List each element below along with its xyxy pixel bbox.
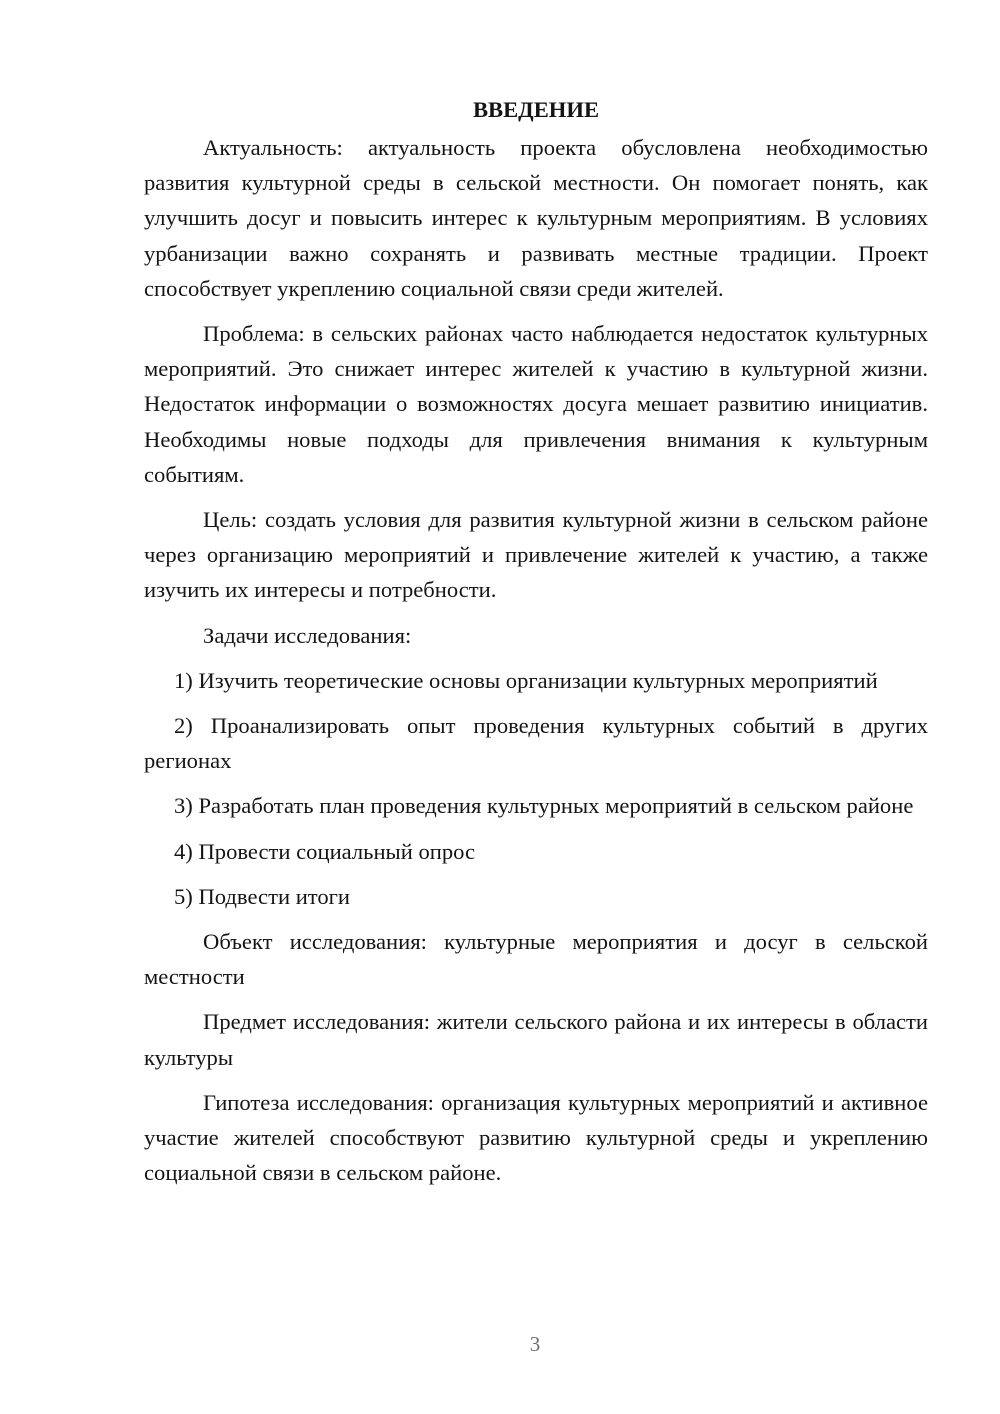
- goal-paragraph: Цель: создать условия для развития культурной жизни в сельском районе через организацию мероприятий и привлечение жителей к участию, а также изучить их интересы и потребности.: [144, 507, 928, 603]
- problem-paragraph: Проблема: в сельских районах часто наблюдается недостаток культурных мероприятий. Это снижает интерес жителей к участию в культурной жизни. Недостаток информации о возможностях досуга мешает развитию инициатив. Необходимы новые подходы для привлечения внимания к культурным событиям.: [144, 321, 928, 487]
- task-item: 2) Проанализировать опыт проведения культурных событий в других регионах: [144, 713, 928, 774]
- task-item: 4) Провести социальный опрос: [174, 838, 476, 864]
- page-title: ВВЕДЕНИЕ: [472, 97, 600, 122]
- page-number: 3: [529, 1332, 541, 1356]
- tasks-label: Задачи исследования:: [203, 622, 412, 648]
- task-item: 3) Разработать план проведения культурных мероприятий в сельском районе: [174, 793, 914, 819]
- relevance-paragraph: Актуальность: актуальность проекта обусловлена необходимостью развития культурной среды в сельской местности. Он помогает понять, как улучшить досуг и повысить интерес к культурным мероприятиям. В условиях урбанизации важно сохранять и развивать местные традиции. Проект способствует укреплению социальной связи среди жителей.: [144, 135, 928, 301]
- object-paragraph: Объект исследования: культурные мероприятия и досуг в сельской местности: [144, 929, 928, 990]
- task-item: 5) Подвести итоги: [174, 883, 351, 909]
- hypothesis-paragraph: Гипотеза исследования: организация культурных мероприятий и активное участие жителей способствуют развитию культурной среды и укреплению социальной связи в сельском районе.: [144, 1089, 928, 1186]
- task-item: 1) Изучить теоретические основы организации культурных мероприятий: [174, 667, 878, 693]
- subject-paragraph: Предмет исследования: жители сельского района и их интересы в области культуры: [144, 1009, 928, 1070]
- page-content: [144, 92, 928, 1200]
